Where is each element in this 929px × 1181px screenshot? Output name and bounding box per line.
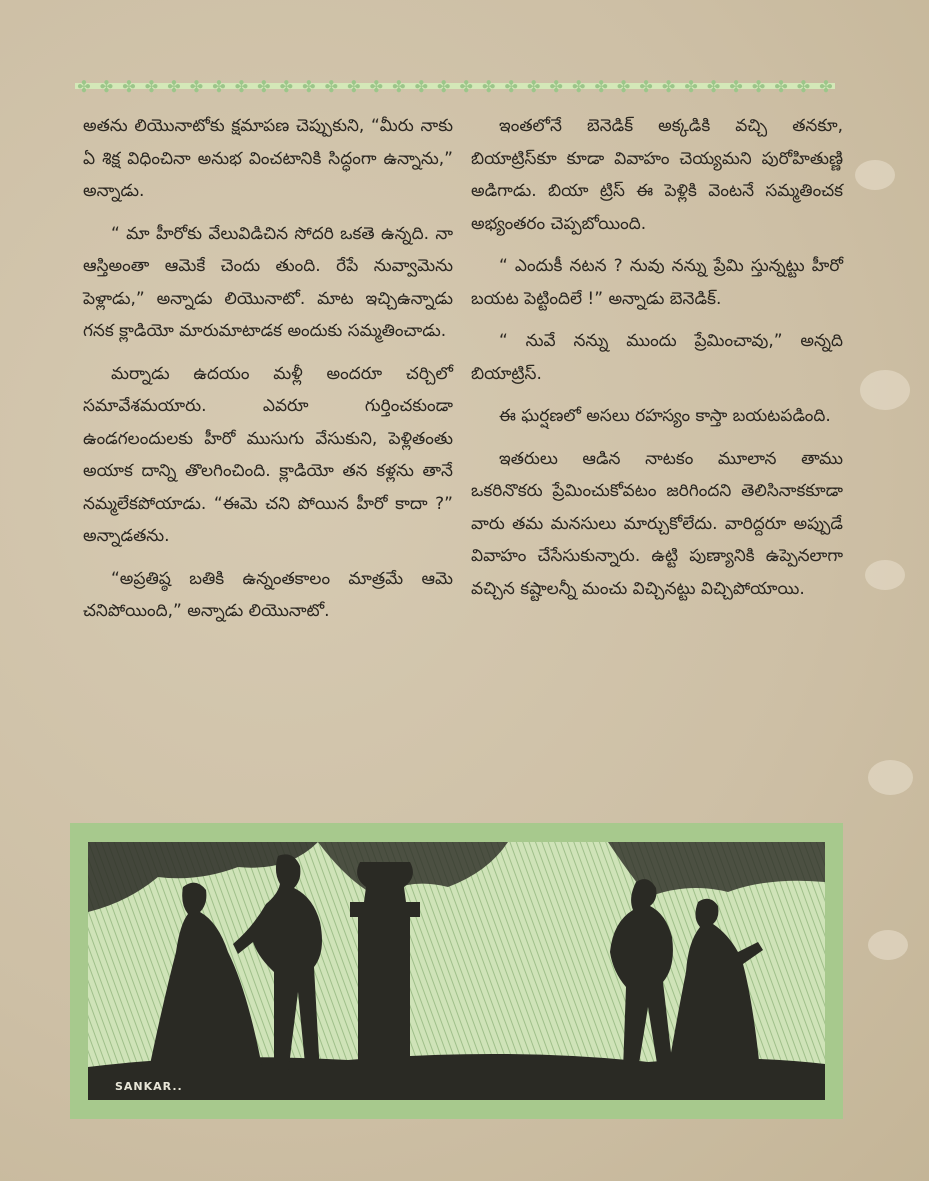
paragraph: “ మా హీరోకు వేలువిడిచిన సోదరి ఒకతె ఉన్నది. నా ఆస్తిఅంతా ఆమెకే చెందు తుంది. రేపే నువ్వామెను పెళ్లాడు,” అన్నాడు లియొనాటో. మాట ఇచ్చిఉన్నాడు గనక క్లాడియో మారుమాటాడక అందుకు సమ్మతించాడు. bbox=[83, 223, 453, 341]
ornament-glyph: ✤ bbox=[684, 76, 698, 96]
ornament-glyph: ✤ bbox=[706, 76, 721, 96]
ornament-glyph: ✤ bbox=[144, 76, 159, 96]
ornament-glyph: ✤ bbox=[279, 76, 294, 96]
ornament-glyph: ✤ bbox=[549, 76, 563, 96]
paragraph: “అప్రతిష్ఠ బతికి ఉన్నంతకాలం మాత్రమే ఆమె చనిపోయింది,” అన్నాడు లియొనాటో. bbox=[83, 568, 453, 621]
ornament-glyph: ✤ bbox=[526, 76, 541, 96]
ornament-glyph: ✤ bbox=[257, 76, 271, 96]
artist-signature: SANKAR.. bbox=[115, 1080, 183, 1093]
ornament-glyph: ✤ bbox=[819, 76, 833, 96]
illustration-scene bbox=[88, 842, 825, 1100]
paragraph: ఇతరులు ఆడిన నాటకం మూలాన తాము ఒకరినొకరు ప్రేమించుకోవటం జరిగిందని తెలిసినాకకూడా వారు తమ మనసులు మార్చుకోలేదు. వారిద్దరూ అప్పుడే వివాహం చేసేసుకున్నారు. ఉట్టి పుణ్యానికి ఉప్పెనలాగా వచ్చిన కష్టాలన్నీ మంచు విచ్చినట్టు విచ్చిపోయాయి. bbox=[471, 448, 843, 599]
ornament-glyph: ✤ bbox=[302, 76, 316, 96]
paper-stain bbox=[855, 160, 895, 190]
right-text-column bbox=[471, 110, 843, 615]
paper-stain bbox=[860, 370, 910, 410]
ornament-glyph: ✤ bbox=[459, 76, 473, 96]
ornament-glyph: ✤ bbox=[482, 76, 496, 96]
ornament-glyph: ✤ bbox=[616, 76, 631, 96]
ornament-glyph: ✤ bbox=[324, 76, 339, 96]
ornament-glyph: ✤ bbox=[347, 76, 361, 96]
ornament-glyph: ✤ bbox=[571, 76, 586, 96]
ornament-glyph: ✤ bbox=[392, 76, 406, 96]
ornament-glyph: ✤ bbox=[504, 76, 518, 96]
ornament-glyph: ✤ bbox=[77, 76, 91, 96]
paragraph: ఇంతలోనే బెనెడిక్ అక్కడికి వచ్చి తనకూ, బియాట్రిస్‌కూ కూడా వివాహం చెయ్యమని పురోహితుణ్ణి అడిగాడు. బియా ట్రిస్ ఈ పెళ్లికి వెంటనే సమ్మతించక అభ్యంతరం చెప్పబోయింది. bbox=[471, 116, 843, 234]
paragraph: “ నువే నన్ను ముందు ప్రేమించావు,” అన్నది బియాట్రిస్. bbox=[471, 331, 843, 384]
ornament-glyph: ✤ bbox=[189, 76, 204, 96]
silhouette-illustration bbox=[70, 823, 843, 1119]
ornament-glyph: ✤ bbox=[212, 76, 226, 96]
ornament-glyph: ✤ bbox=[437, 76, 451, 96]
ornament-glyph: ✤ bbox=[729, 76, 743, 96]
ornament-glyph: ✤ bbox=[796, 76, 811, 96]
ornament-glyph: ✤ bbox=[369, 76, 383, 96]
paragraph: మర్నాడు ఉదయం మళ్లీ అందరూ చర్చిలో సమావేశమయారు. ఎవరూ గుర్తించకుండా ఉండగలందులకు హీరో ముసుగు వేసుకుని, పెళ్లితంతు అయాక దాన్ని తొలగించింది. క్లాడియో తన కళ్లను తానే నమ్మలేకపోయాడు. “ఈమె చని పోయిన హీరో కాదా ?” అన్నాడతను. bbox=[83, 363, 453, 546]
ornament-glyph: ✤ bbox=[751, 76, 766, 96]
paragraph: అతను లియొనాటోకు క్షమాపణ చెప్పుకుని, “మీరు నాకు ఏ శిక్ష విధించినా అనుభ వించటానికి సిద్ధంగా ఉన్నాను,” అన్నాడు. bbox=[83, 116, 453, 201]
ornament-glyph: ✤ bbox=[122, 76, 136, 96]
ornament-glyph: ✤ bbox=[99, 76, 114, 96]
ornament-glyph: ✤ bbox=[167, 76, 181, 96]
paper-stain bbox=[868, 760, 913, 795]
paper-stain bbox=[868, 930, 908, 960]
decorative-ornament-border bbox=[75, 74, 835, 98]
ornament-glyph: ✤ bbox=[774, 76, 788, 96]
paragraph: ఈ ఘర్షణలో అసలు రహస్యం కాస్తా బయటపడింది. bbox=[499, 406, 831, 426]
paragraph: “ ఎందుకీ నటన ? నువు నన్ను ప్రేమి స్తున్నట్టు హీరో బయట పెట్టిందిలే !” అన్నాడు బెనెడిక్. bbox=[471, 256, 843, 309]
ornament-glyph: ✤ bbox=[234, 76, 249, 96]
ornament-glyph: ✤ bbox=[661, 76, 676, 96]
paper-stain bbox=[865, 560, 905, 590]
ornament-glyph: ✤ bbox=[639, 76, 653, 96]
ornament-glyph: ✤ bbox=[414, 76, 428, 96]
left-text-column bbox=[83, 110, 453, 638]
ornament-glyph: ✤ bbox=[594, 76, 608, 96]
